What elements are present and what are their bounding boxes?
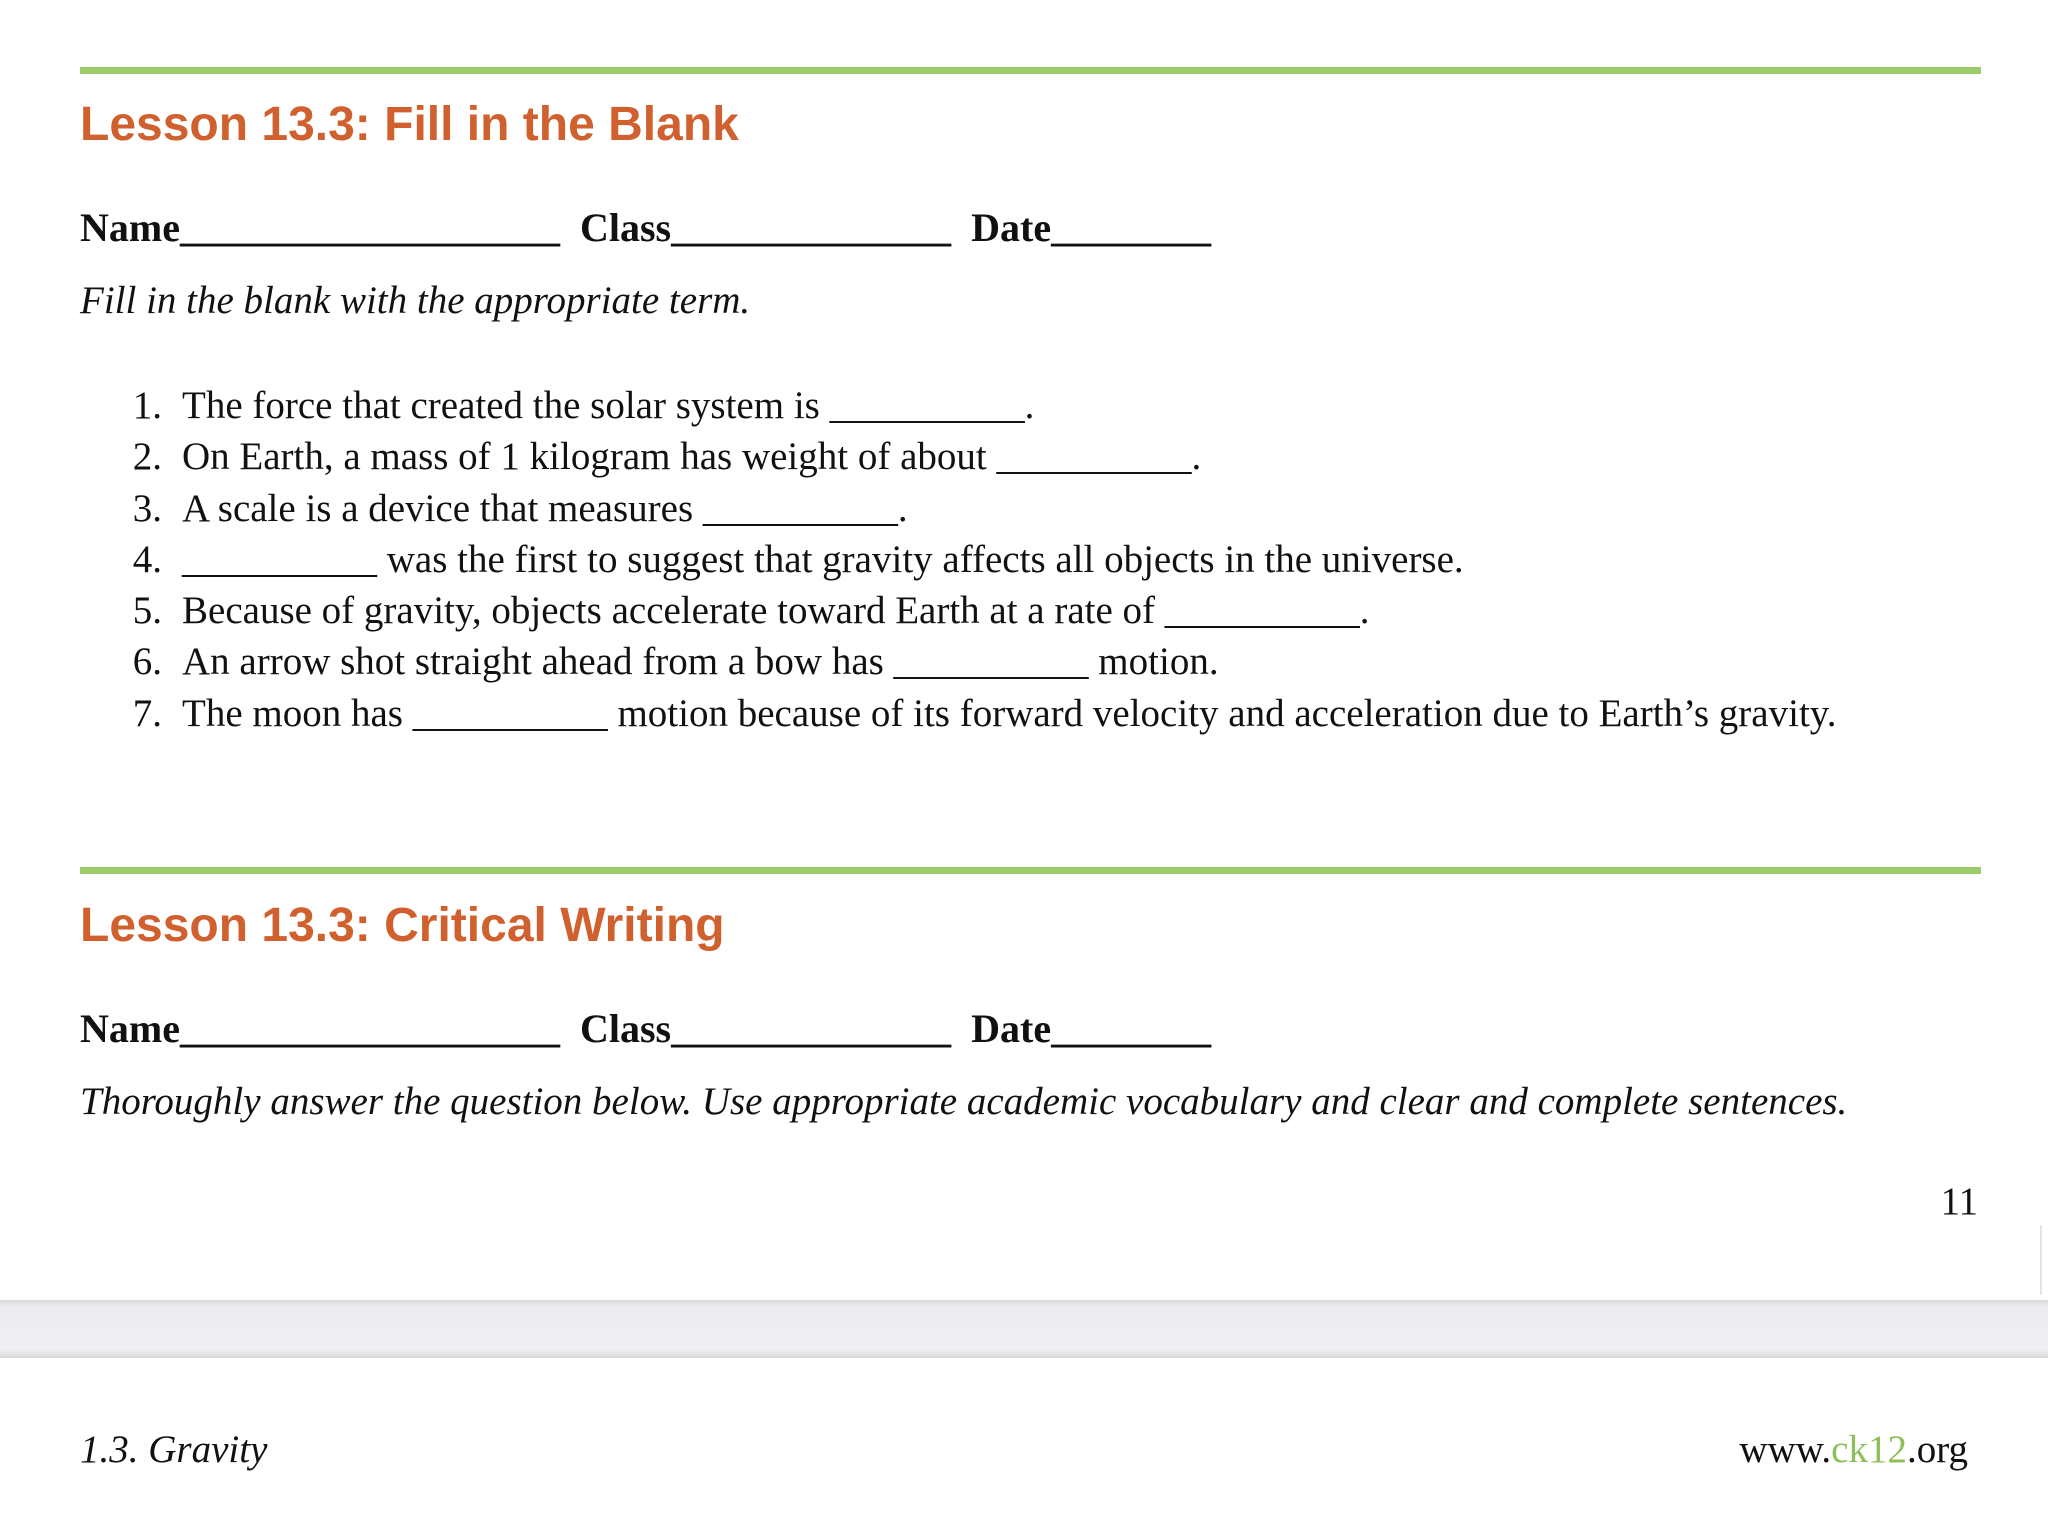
date-field: Date________ — [971, 1006, 1212, 1051]
question-text: A scale is a device that measures __________. — [182, 486, 908, 530]
footer-url-prefix: www. — [1739, 1428, 1832, 1471]
question-text: An arrow shot straight ahead from a bow has __________ motion. — [182, 640, 1219, 684]
name-field: Name___________________ — [80, 205, 560, 250]
instructions: Fill in the blank with the appropriate term. — [80, 279, 751, 322]
footer-chapter: 1.3. Gravity — [80, 1428, 268, 1471]
question-text: The moon has __________ motion because of its forward velocity and acceleration due to Earth’s gravity. — [182, 691, 1837, 735]
page-number: 11 — [1940, 1180, 1978, 1223]
question-number: 2. — [132, 435, 162, 479]
question-number: 3. — [132, 486, 162, 530]
section-rule — [80, 67, 1981, 74]
student-info-fields — [80, 204, 1211, 252]
question-text: On Earth, a mass of 1 kilogram has weight of about __________. — [182, 435, 1202, 479]
class-field: Class______________ — [579, 1006, 952, 1051]
question-number: 6. — [132, 640, 162, 684]
section-title-critical-writing: Lesson 13.3: Critical Writing — [80, 899, 725, 952]
class-field: Class______________ — [579, 205, 952, 250]
question-number: 7. — [132, 691, 162, 735]
question-number: 5. — [132, 589, 162, 633]
student-info-fields — [80, 1005, 1211, 1053]
date-field: Date________ — [971, 205, 1212, 250]
section-title-fill-in-the-blank: Lesson 13.3: Fill in the Blank — [80, 98, 739, 151]
question-text: The force that created the solar system is __________. — [182, 384, 1035, 427]
question-number: 4. — [132, 537, 162, 581]
section-rule — [80, 867, 1981, 874]
footer-url-brand: ck12 — [1831, 1428, 1907, 1471]
footer-url — [1739, 1426, 1968, 1474]
question-text: Because of gravity, objects accelerate toward Earth at a rate of __________. — [182, 589, 1370, 633]
page-edge-scrollbar — [2040, 1225, 2042, 1295]
question-text: __________ was the first to suggest that gravity affects all objects in the universe. — [182, 537, 1464, 581]
name-field: Name___________________ — [80, 1006, 560, 1051]
page-separator — [0, 1300, 2048, 1358]
question-number: 1. — [132, 384, 162, 427]
instructions: Thoroughly answer the question below. Use appropriate academic vocabulary and clear and complete sentences. — [80, 1080, 1848, 1123]
footer-url-suffix: .org — [1906, 1428, 1968, 1471]
